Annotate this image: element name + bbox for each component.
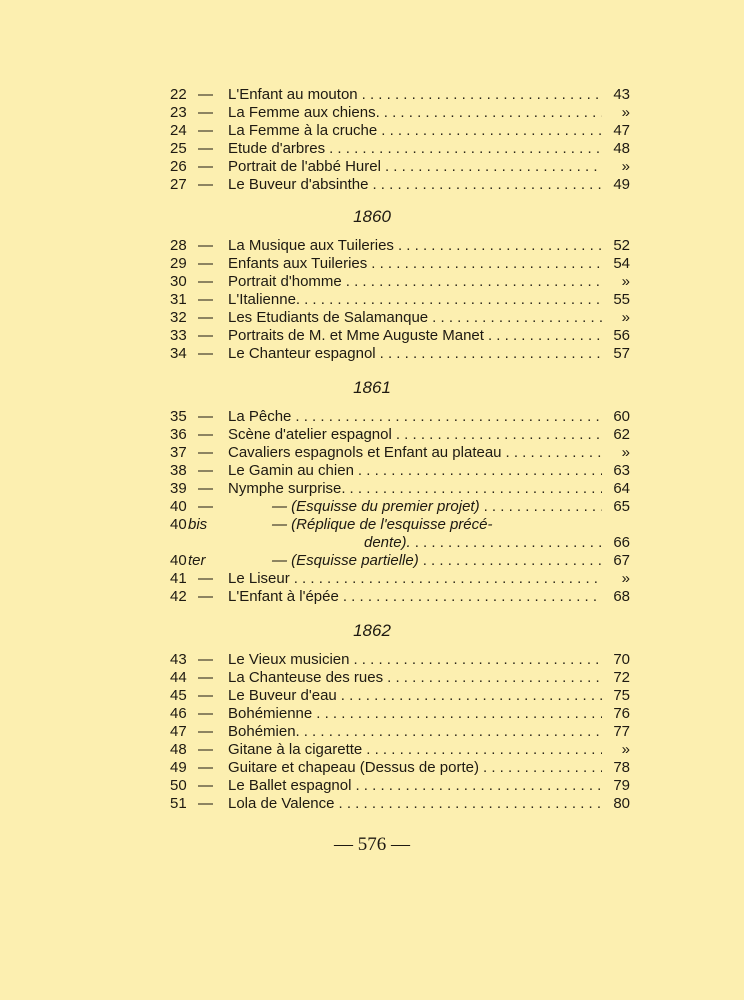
entry-page: » (621, 104, 630, 121)
dash: — (198, 705, 213, 722)
list-item (170, 345, 630, 363)
year-heading: 1860 (353, 207, 391, 226)
list-item (170, 534, 630, 552)
entry-number: 47 (170, 723, 187, 740)
page-number: — 576 — (334, 834, 410, 855)
list-item (170, 426, 630, 444)
list-item (170, 237, 630, 255)
entry-page: 64 (613, 480, 630, 497)
leader-dots (366, 741, 602, 759)
entry-page: 60 (613, 408, 630, 425)
dash: — (198, 273, 213, 290)
entry-title: — (Esquisse partielle) (272, 552, 419, 569)
entry-suffix: ter (188, 552, 206, 569)
entries-group-1862 (170, 651, 630, 813)
leader-dots (294, 570, 602, 588)
list-item (170, 255, 630, 273)
list-item (170, 516, 630, 534)
entries-group-1860 (170, 237, 630, 363)
entry-number: 29 (170, 255, 187, 272)
entry-number: 40 (170, 552, 187, 569)
entry-number: 38 (170, 462, 187, 479)
list-item (170, 795, 630, 813)
list-item (170, 176, 630, 194)
entry-title: Le Vieux musicien (228, 651, 350, 668)
dash: — (198, 176, 213, 193)
entry-number: 48 (170, 741, 187, 758)
list-item (170, 588, 630, 606)
entry-title: Portrait d'homme (228, 273, 342, 290)
leader-dots (488, 327, 602, 345)
entry-number: 30 (170, 273, 187, 290)
dash: — (198, 408, 213, 425)
entry-title: Les Etudiants de Salamanque (228, 309, 429, 326)
entry-number: 31 (170, 291, 187, 308)
leader-dots (380, 345, 602, 363)
entry-page: 52 (613, 237, 630, 254)
entry-page: 67 (613, 552, 630, 569)
entry-title: Nymphe surprise. (228, 480, 346, 497)
entry-page: 57 (613, 345, 630, 362)
list-item (170, 759, 630, 777)
leader-dots (353, 651, 602, 669)
entry-number: 39 (170, 480, 187, 497)
list-item (170, 723, 630, 741)
entry-page: 62 (613, 426, 630, 443)
dash: — (198, 795, 213, 812)
entry-title: La Musique aux Tuileries (228, 237, 394, 254)
entry-page: 76 (613, 705, 630, 722)
entry-number: 50 (170, 777, 187, 794)
year-heading: 1862 (353, 621, 391, 640)
entry-page: 49 (613, 176, 630, 193)
dash: — (198, 255, 213, 272)
list-item (170, 291, 630, 309)
list-item (170, 309, 630, 327)
list-item (170, 651, 630, 669)
entry-page: » (621, 444, 630, 461)
entry-title: Le Gamin au chien (228, 462, 354, 479)
list-item (170, 86, 630, 104)
entry-number: 22 (170, 86, 187, 103)
entry-number: 26 (170, 158, 187, 175)
leader-dots (341, 687, 602, 705)
entry-number: 23 (170, 104, 187, 121)
dash: — (198, 480, 213, 497)
leader-dots (432, 309, 602, 327)
entry-number: 41 (170, 570, 187, 587)
dash: — (198, 309, 213, 326)
list-item (170, 140, 630, 158)
entry-title: Lola de Valence (228, 795, 335, 812)
entries-group-1859 (170, 86, 630, 194)
dash: — (198, 237, 213, 254)
leader-dots (355, 777, 602, 795)
entry-page: 48 (613, 140, 630, 157)
leader-dots (358, 462, 602, 480)
entry-number: 51 (170, 795, 187, 812)
leader-dots (398, 237, 602, 255)
entry-page: 47 (613, 122, 630, 139)
list-item (170, 158, 630, 176)
entry-number: 40 (170, 498, 187, 515)
leader-dots (343, 588, 602, 606)
leader-dots (362, 86, 602, 104)
entry-title: Bohémien. (228, 723, 300, 740)
entry-title: Le Liseur (228, 570, 290, 587)
entry-number: 32 (170, 309, 187, 326)
dash: — (198, 426, 213, 443)
dash: — (198, 444, 213, 461)
dash: — (198, 498, 213, 515)
list-item (170, 104, 630, 122)
list-item (170, 570, 630, 588)
entry-page: » (621, 570, 630, 587)
leader-dots (371, 255, 602, 273)
entry-page: 54 (613, 255, 630, 272)
dash: — (198, 669, 213, 686)
leader-dots (316, 705, 602, 723)
entry-title: Portrait de l'abbé Hurel (228, 158, 381, 175)
entry-title: Enfants aux Tuileries (228, 255, 368, 272)
list-item (170, 669, 630, 687)
year-heading: 1861 (353, 378, 391, 397)
entry-page: » (621, 158, 630, 175)
entry-page: 63 (613, 462, 630, 479)
entry-title: Le Buveur d'eau (228, 687, 337, 704)
dash: — (198, 122, 213, 139)
entry-number: 49 (170, 759, 187, 776)
dash: — (198, 651, 213, 668)
entry-page: 70 (613, 651, 630, 668)
entry-page: 80 (613, 795, 630, 812)
entry-title: Bohémienne (228, 705, 313, 722)
entry-title: Guitare et chapeau (Dessus de porte) (228, 759, 479, 776)
leader-dots (384, 104, 602, 122)
leader-dots (346, 273, 602, 291)
list-item (170, 741, 630, 759)
leader-dots (295, 408, 602, 426)
dash: — (198, 86, 213, 103)
entry-page: 68 (613, 588, 630, 605)
leader-dots (423, 552, 602, 570)
list-item (170, 480, 630, 498)
list-item (170, 408, 630, 426)
entry-title: La Femme à la cruche (228, 122, 378, 139)
entry-number: 27 (170, 176, 187, 193)
entry-page: 79 (613, 777, 630, 794)
dash: — (198, 570, 213, 587)
entry-page: 78 (613, 759, 630, 776)
leader-dots (387, 669, 602, 687)
entry-number: 25 (170, 140, 187, 157)
list-item (170, 273, 630, 291)
entry-title: La Pêche (228, 408, 292, 425)
leader-dots (415, 534, 602, 552)
entry-title: La Femme aux chiens. (228, 104, 380, 121)
entry-title: L'Enfant à l'épée (228, 588, 339, 605)
list-item (170, 687, 630, 705)
entry-title: — (Esquisse du premier projet) (272, 498, 480, 515)
entry-page: » (621, 741, 630, 758)
entry-number: 34 (170, 345, 187, 362)
leader-dots (304, 291, 602, 309)
dash: — (198, 777, 213, 794)
entry-page: » (621, 309, 630, 326)
entry-page: » (621, 273, 630, 290)
entry-page: 55 (613, 291, 630, 308)
leader-dots (484, 498, 602, 516)
leader-dots (338, 795, 602, 813)
dash: — (198, 158, 213, 175)
dash: — (198, 104, 213, 121)
dash: — (198, 345, 213, 362)
entry-number: 40 (170, 516, 187, 533)
leader-dots (396, 426, 602, 444)
entry-number: 43 (170, 651, 187, 668)
entry-title: La Chanteuse des rues (228, 669, 384, 686)
entry-title: Cavaliers espagnols et Enfant au plateau (228, 444, 502, 461)
dash: — (198, 462, 213, 479)
entry-page: 72 (613, 669, 630, 686)
list-item (170, 705, 630, 723)
dash: — (198, 140, 213, 157)
entry-title: L'Enfant au mouton (228, 86, 358, 103)
entry-title: L'Italienne. (228, 291, 301, 308)
entry-number: 37 (170, 444, 187, 461)
entry-page: 75 (613, 687, 630, 704)
leader-dots (350, 480, 602, 498)
dash: — (198, 588, 213, 605)
entry-number: 28 (170, 237, 187, 254)
leader-dots (381, 122, 602, 140)
entry-page: 66 (613, 534, 630, 551)
list-item (170, 122, 630, 140)
entry-title: Gitane à la cigarette (228, 741, 363, 758)
leader-dots (304, 723, 602, 741)
entry-title: Etude d'arbres (228, 140, 326, 157)
list-item (170, 327, 630, 345)
leader-dots (372, 176, 602, 194)
list-item (170, 498, 630, 516)
dash: — (198, 741, 213, 758)
entry-number: 33 (170, 327, 187, 344)
list-item (170, 777, 630, 795)
leader-dots (483, 759, 602, 777)
dash: — (198, 327, 213, 344)
dash: — (198, 759, 213, 776)
entry-title: Scène d'atelier espagnol (228, 426, 392, 443)
leader-dots (506, 444, 602, 462)
dash: — (198, 723, 213, 740)
entry-number: 46 (170, 705, 187, 722)
dash: — (198, 291, 213, 308)
leader-dots (385, 158, 602, 176)
entry-title: dente). (364, 534, 411, 551)
entry-number: 35 (170, 408, 187, 425)
entry-page: 43 (613, 86, 630, 103)
dash: — (198, 687, 213, 704)
entry-title: Le Ballet espagnol (228, 777, 352, 794)
entry-number: 36 (170, 426, 187, 443)
entry-title: Le Chanteur espagnol (228, 345, 376, 362)
list-item (170, 552, 630, 570)
entry-number: 44 (170, 669, 187, 686)
entry-page: 56 (613, 327, 630, 344)
list-item (170, 444, 630, 462)
entry-page: 65 (613, 498, 630, 515)
leader-dots (329, 140, 602, 158)
entry-number: 24 (170, 122, 187, 139)
entry-number: 42 (170, 588, 187, 605)
entry-suffix: bis (188, 516, 208, 533)
entry-title: Portraits de M. et Mme Auguste Manet (228, 327, 484, 344)
entry-title: Le Buveur d'absinthe (228, 176, 369, 193)
entry-title: — (Réplique de l'esquisse précé- (272, 516, 493, 533)
entry-number: 45 (170, 687, 187, 704)
list-item (170, 462, 630, 480)
entry-page: 77 (613, 723, 630, 740)
entries-group-1861 (170, 408, 630, 606)
